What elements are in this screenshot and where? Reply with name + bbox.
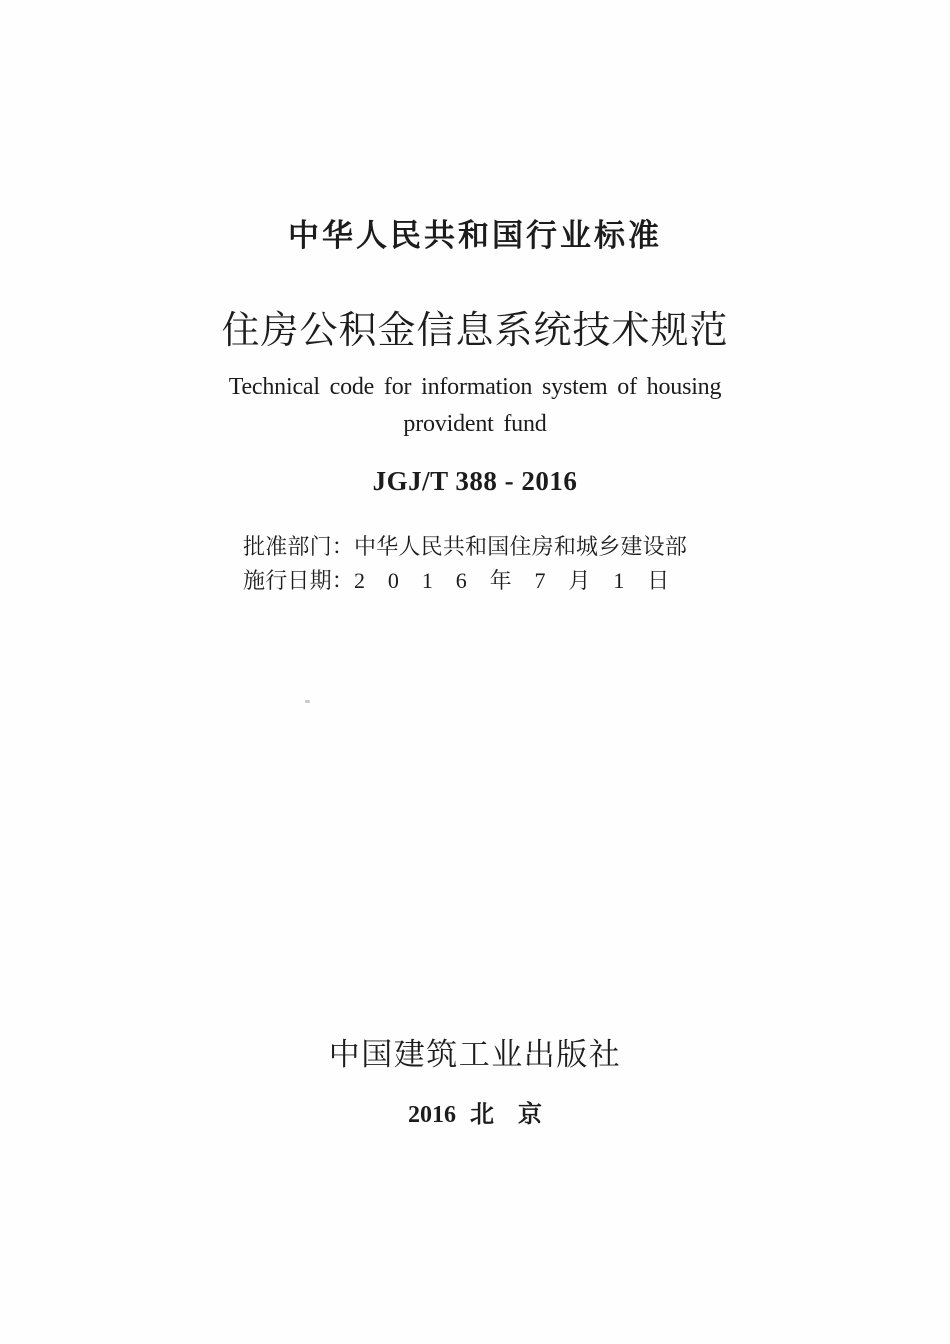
- approval-department-value: 中华人民共和国住房和城乡建设部: [354, 534, 688, 559]
- publication-year: 2016: [408, 1102, 456, 1128]
- publication-year-city: [0, 1094, 950, 1129]
- effective-date-value: 2 0 1 6 年 7 月 1 日: [354, 568, 670, 593]
- effective-date-label: 施行日期：: [243, 568, 355, 593]
- standard-number: JGJ/T 388 - 2016: [372, 466, 578, 496]
- approval-department-label: 批准部门：: [243, 534, 355, 559]
- approval-department-row: [243, 530, 687, 561]
- publisher-name: 中国建筑工业出版社: [328, 1037, 622, 1072]
- title-english-line2: provident fund: [403, 411, 547, 437]
- effective-date-row: [243, 564, 669, 595]
- standard-type-heading: 中华人民共和国行业标准: [288, 218, 662, 253]
- title-english-line1: Technical code for information system of housing: [228, 374, 722, 400]
- publication-city: 北 京: [470, 1102, 542, 1128]
- title-chinese: 住房公积金信息系统技术规范: [221, 310, 729, 352]
- scan-artifact-speck: [305, 700, 310, 703]
